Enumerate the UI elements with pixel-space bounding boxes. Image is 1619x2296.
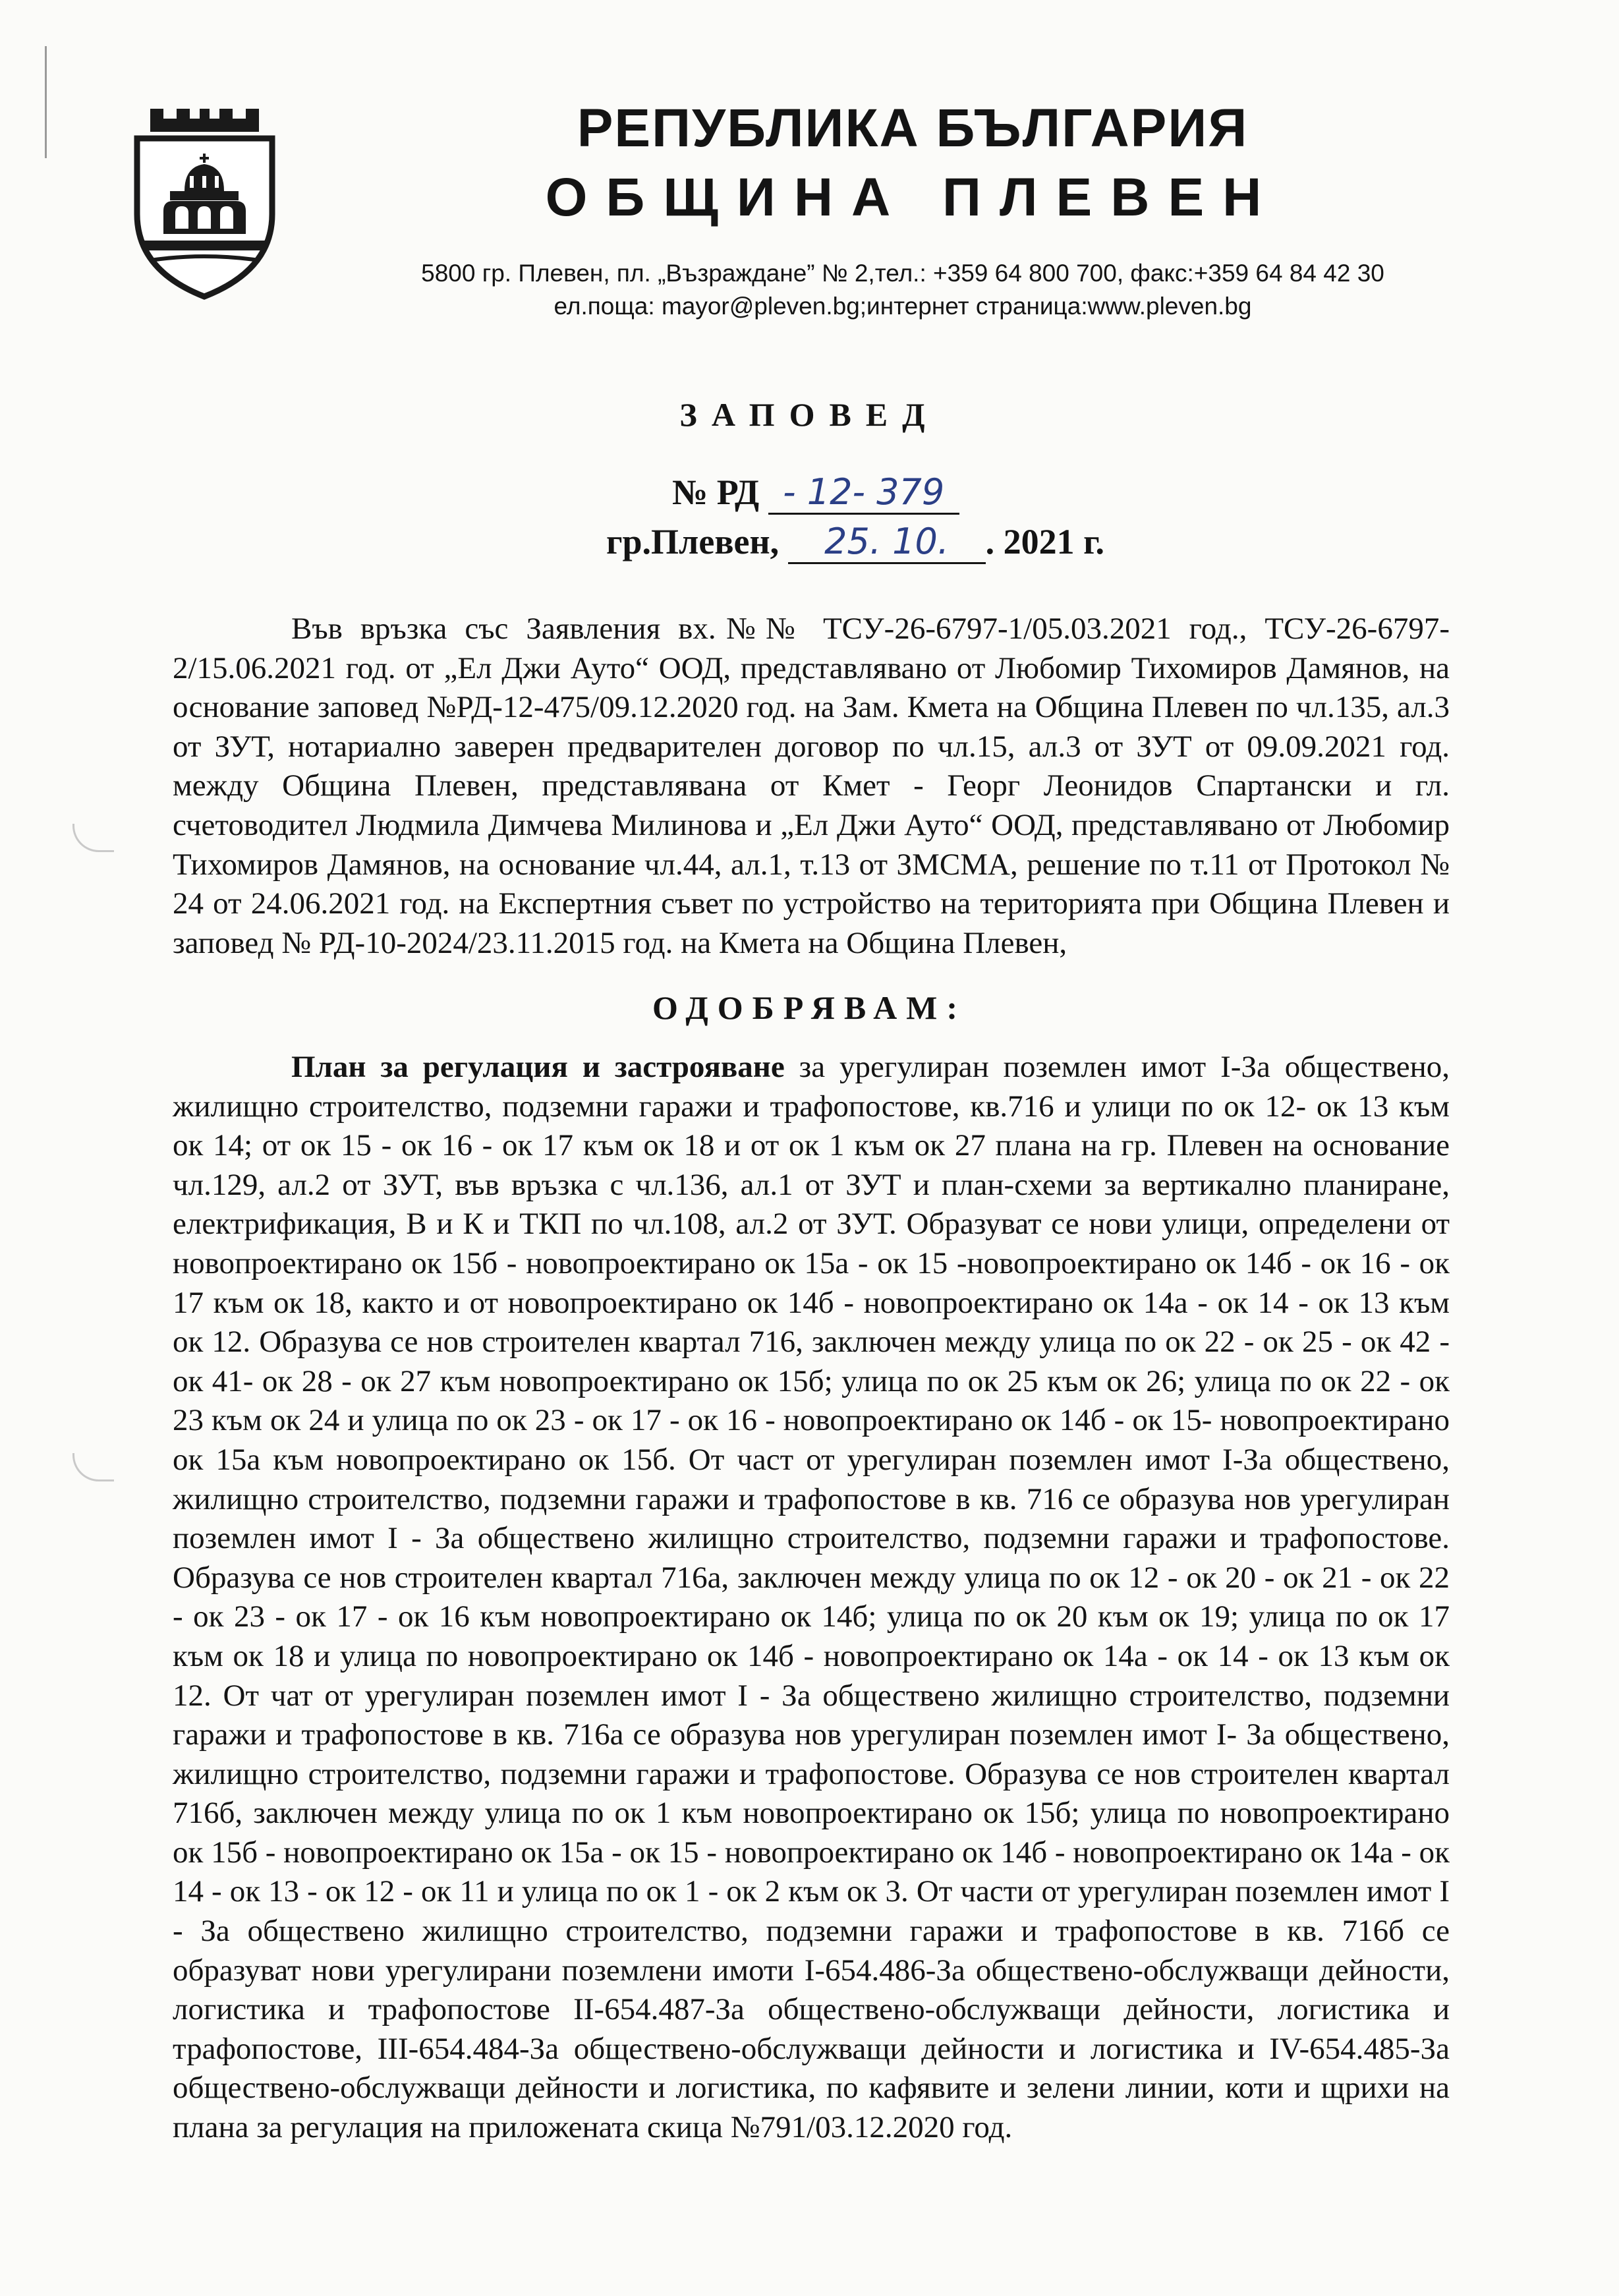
- document-title: ЗАПОВЕД: [679, 396, 940, 433]
- contact-line: ел.поща: mayor@pleven.bg;интернет страница:www.pleven.bg: [554, 293, 1252, 320]
- punch-hole-mark: [72, 824, 114, 852]
- place-label: гр.Плевен,: [606, 522, 780, 561]
- country-title: РЕПУБЛИКА БЪЛГАРИЯ: [577, 98, 1249, 158]
- order-number: [672, 471, 959, 515]
- scan-margin-mark: [45, 46, 49, 158]
- pleven-coat-of-arms-icon: [124, 102, 285, 300]
- punch-hole-mark: [72, 1453, 114, 1481]
- order-number-prefix: № РД: [672, 473, 760, 512]
- address-line: 5800 гр. Плевен, пл. „Възраждане” № 2,тел.: +359 64 800 700, факс:+359 64 84 42 30: [421, 260, 1384, 287]
- plan-paragraph: [173, 1048, 1450, 2148]
- municipality-title: ОБЩИНА ПЛЕВЕН: [545, 167, 1280, 227]
- handwritten-date: 25. 10.: [824, 521, 950, 562]
- order-place-date: [606, 521, 1104, 564]
- institution-header: [369, 96, 1456, 234]
- year-label: . 2021 г.: [985, 522, 1105, 561]
- handwritten-order-number: - 12- 379: [783, 471, 945, 513]
- plan-lead-text: План за регулация и застрояване: [291, 1050, 785, 1084]
- preamble-text: Във връзка със Заявления вх.№№ ТСУ-26-6797-1/05.03.2021 год., ТСУ-26-6797-2/15.06.2021 год. от „Ел Джи Ауто“ ООД, представлявано от Любомир Тихомиров Дамянов, на основание заповед №РД-12-475/09.12.2020 год. на Зам. Кмета на Община Плевен по чл.135, ал.3 от ЗУТ, нотариално заверен предварителен договор по чл.15, ал.3 от ЗУТ от 09.09.2021 год. между Община Плевен, представлявана от Кмет - Георг Леонидов Спартански и гл. счетоводител Людмила Димчева Милинова и „Ел Джи Ауто“ ООД, представлявано от Любомир Тихомиров Дамянов, на основание чл.44, ал.1, т.13 от ЗМСМА, решение по т.11 от Протокол № 24 от 24.06.2021 год. на Експертния съвет по устройство на територията при Община Плевен и заповед № РД-10-2024/23.11.2015 год. на Кмета на Община Плевен,: [173, 612, 1450, 960]
- approve-heading: ОДОБРЯВАМ:: [652, 989, 967, 1026]
- plan-body-text: за урегулиран поземлен имот І-За обществено, жилищно строителство, подземни гаражи и трафопостове, кв.716 и улици по ок 12- ок 13 към ок 14; от ок 15 - ок 16 - ок 17 към ок 18 и от ок 1 към ок 27 плана на гр. Плевен на основание чл.129, ал.2 от ЗУТ, във връзка с чл.136, ал.1 от ЗУТ и план-схеми за вертикално планиране, електрификация, В и К и ТКП по чл.108, ал.2 от ЗУТ. Образуват се нови улици, определени от новопроектирано ок 15б - новопроектирано ок 15а - ок 15 -новопроектирано ок 14б - ок 16 - ок 17 към ок 18, както и от новопроектирано ок 14б - новопроектирано ок 14а - ок 14 - ок 13 към ок 12. Образува се нов строителен квартал 716, заключен между улица по ок 22 - ок 25 - ок 42 - ок 41- ок 28 - ок 27 към новопроектирано ок 15б; улица по ок 25 към ок 26; улица по ок 22 - ок 23 към ок 24 и улица по ок 23 - ок 17 - ок 16 - новопроектирано ок 14б - ок 15- новопроектирано ок 15а към новопроектирано ок 15б. От част от урегулиран поземлен имот I-За обществено, жилищно строителство, подземни гаражи и трафопостове в кв. 716 се образува нов урегулиран поземлен имот I - За обществено жилищно строителство, подземни гаражи и трафопостове. Образува се нов строителен квартал 716а, заключен между улица по ок 12 - ок 20 - ок 21 - ок 22 - ок 23 - ок 17 - ок 16 към новопроектирано ок 14б; улица по ок 20 към ок 19; улица по ок 17 към ок 18 и улица по новопроектирано ок 14б - новопроектирано ок 14а - ок 14 - ок 13 към ок 12. От чат от урегулиран поземлен имот I - За обществено жилищно строителство, подземни гаражи и трафопостове в кв. 716а се образува нов урегулиран поземлен имот I- За обществено, жилищно строителство, подземни гаражи и трафопостове. Образува се нов строителен квартал 716б, заключен между улица по ок 1 към новопроектирано ок 15б; улица по новопроектирано ок 15б - новопроектирано ок 15а - ок 15 - новопроектирано ок 14б - новопроектирано ок 14а - ок 14 - ок 13 - ок 12 - ок 11 и улица по ок 1 - ок 2 към ок 3. От части от урегулиран поземлен имот I - За обществено жилищно строителство, подземни гаражи и трафопостове в кв. 716б се образуват нови урегулирани поземлени имоти I-654.486-За обществено-обслужващи дейности, логистика и трафопостове II-654.487-За обществено-обслужващи дейности, логистика и трафопостове, III-654.484-За обществено-обслужващи дейности и логистика и IV-654.485-За обществено-обслужващи дейности и логистика, по кафявите и зелени линии, коти и щрихи на плана за регулация на приложената скица №791/03.12.2020 год.: [173, 1050, 1450, 2145]
- preamble-paragraph: [173, 610, 1450, 963]
- date-field: [788, 521, 986, 564]
- order-number-field: [768, 471, 959, 515]
- institution-contacts: [290, 257, 1516, 323]
